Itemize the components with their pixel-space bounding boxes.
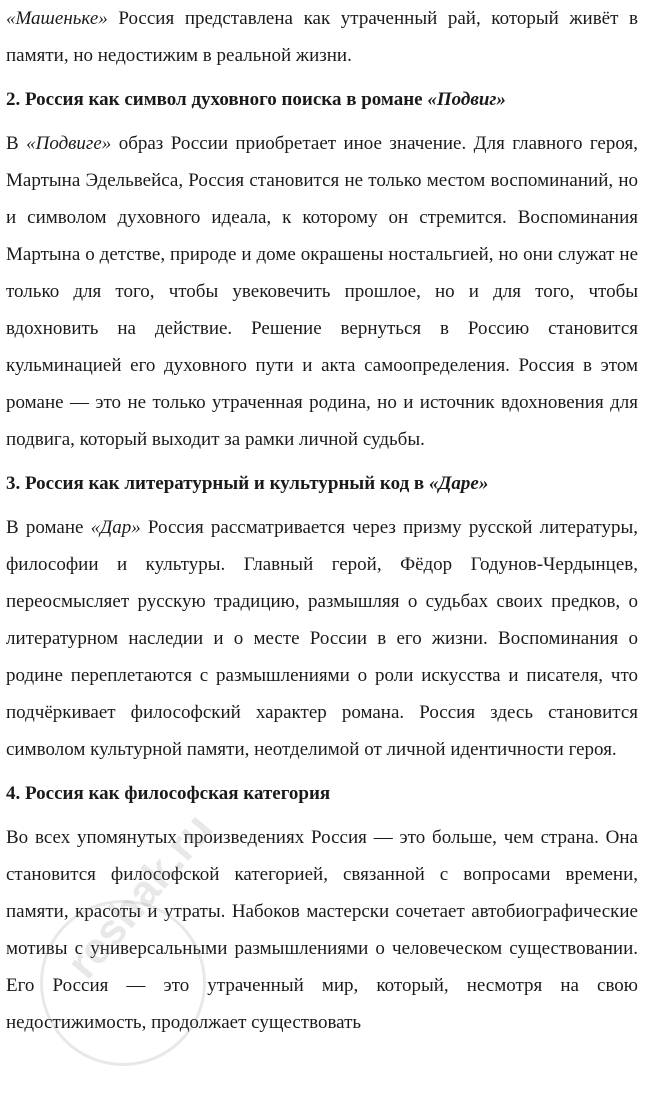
section-2-heading-text: 2. Россия как символ духовного поиска в романе [6, 89, 428, 110]
watermark-text: reshak.ru [57, 804, 223, 988]
intro-text: Россия представлена как утраченный рай, который живёт в памяти, но недостижим в реальной жизни. [6, 8, 638, 66]
section-3-heading-title: «Даре» [428, 473, 489, 494]
section-3-paragraph [6, 509, 638, 768]
section-4-heading: 4. Россия как философская категория [6, 783, 331, 804]
section-3-paragraph-title: «Дар» [90, 517, 141, 538]
section-3-paragraph-lead: В романе [6, 517, 91, 538]
section-3-paragraph-text: Россия рассматривается через призму русской литературы, философии и культуры. Главный герой, Фёдор Годунов-Чердынцев, переосмысляет русскую традицию, размышляя о судьбах своих предков, о литературном наследии и о месте России в его жизни. Воспоминания о родине переплетаются с размышлениями о роли искусства и писателя, что подчёркивает философский характер романа. Россия здесь становится символом культурной памяти, неотделимой от личной идентичности героя. [6, 517, 638, 760]
section-4-paragraph: Во всех упомянутых произведениях Россия — это больше, чем страна. Она становится философской категорией, связанной с вопросами времени, памяти, красоты и утраты. Набоков мастерски сочетает автобиографические мотивы с универсальными размышлениями о человеческом существовании. Его Россия — это утраченный мир, который, несмотря на свою недостижимость, продолжает существовать [6, 827, 638, 1033]
section-2-paragraph-text: образ России приобретает иное значение. Для главного героя, Мартына Эдельвейса, Россия становится не только местом воспоминаний, но и символом духовного идеала, к которому он стремится. Воспоминания Мартына о детстве, природе и доме окрашены ностальгией, но они служат не только для того, чтобы увековечить прошлое, но и для того, чтобы вдохновить на действие. Решение вернуться в Россию становится кульминацией его духовного пути и акта самоопределения. Россия в этом романе — это не только утраченная родина, но и источник вдохновения для подвига, который выходит за рамки личной судьбы. [6, 133, 638, 450]
section-3-heading-text: 3. Россия как литературный и культурный код в [6, 473, 429, 494]
intro-title: «Машеньке» [6, 8, 108, 29]
section-2-heading [6, 81, 638, 118]
section-2-paragraph-lead: В [6, 133, 27, 154]
intro-paragraph [6, 0, 638, 74]
section-2-paragraph-title: «Подвиге» [26, 133, 112, 154]
section-2-heading-title: «Подвиг» [427, 89, 506, 110]
section-3-heading [6, 465, 638, 502]
section-2-paragraph [6, 125, 638, 458]
